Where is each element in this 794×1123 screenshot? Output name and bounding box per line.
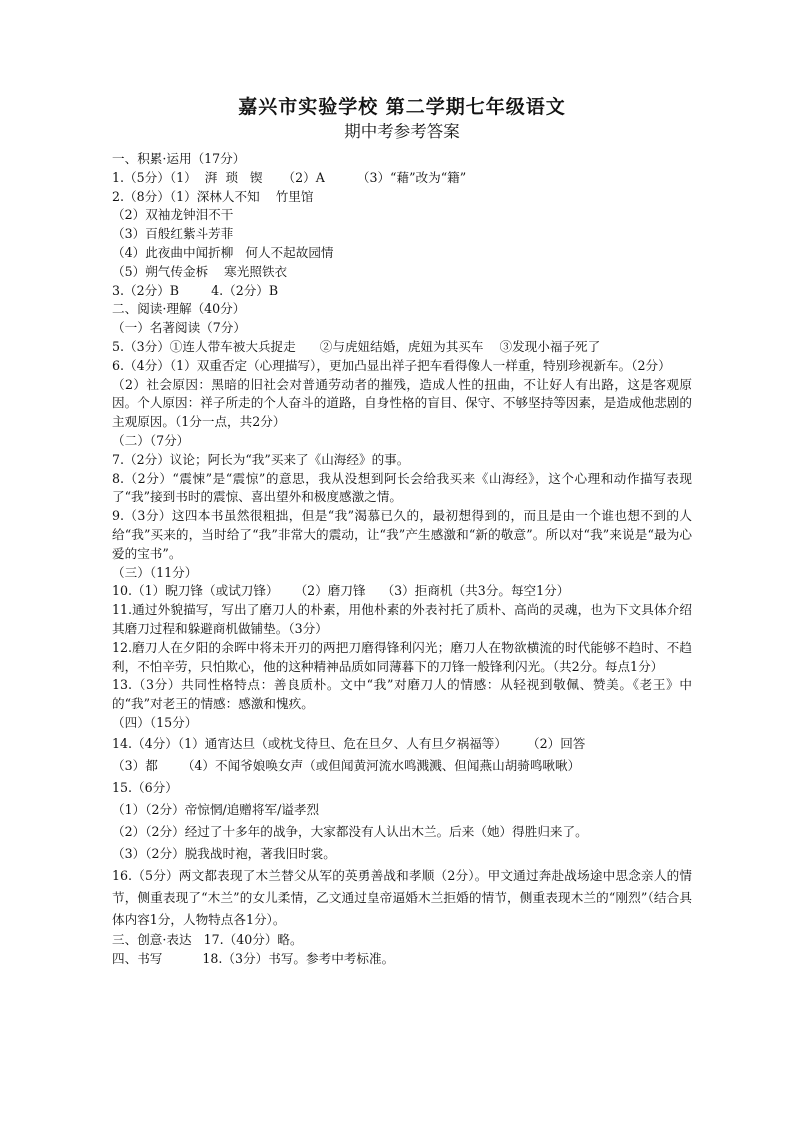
answer-paragraph: 12.磨刀人在夕阳的余晖中将未开刃的两把刀磨得锋利闪光；磨刀人在物欲横流的时代能够不趋时、不趋利，不怕辛劳，只怕欺心，他的这种精神品质如同薄暮下的刀锋一般锋利闪光。（共2分。每点1分） xyxy=(112,639,692,674)
answer-paragraph: 16.（5分）两文都表现了木兰替父从军的英勇善战和孝顺（2分）。甲文通过奔赴战场途中思念亲人的情节，侧重表现了“木兰”的女儿柔情，乙文通过皇帝逼婚木兰拒婚的情节，侧重表现木兰的“刚烈”（结合具体内容1分，人物特点各1分）。 xyxy=(112,867,692,927)
answer-line: （2）（2分）经过了十多年的战争，大家都没有人认出木兰。后来（她）得胜归来了。 xyxy=(112,823,588,839)
answer-line: 1.（5分）（1） 湃 琐 锲 （2）A （3）“藉”改为“籍” xyxy=(112,169,467,185)
page-subtitle: 期中考参考答案 xyxy=(344,122,460,141)
answer-body xyxy=(112,150,692,968)
answer-line: 15.（6分） xyxy=(112,779,178,795)
answer-paragraph: 8.（2分）“震悚”是“震惊”的意思，我从没想到阿长会给我买来《山海经》，这个心理和动作描写表现了“我”接到书时的震惊、喜出望外和极度感激之情。 xyxy=(112,470,692,505)
section-heading: 二、阅读·理解（40分） xyxy=(112,301,246,317)
answer-line: （3）都 （4）不闻爷娘唤女声（或但闻黄河流水鸣溅溅、但闻燕山胡骑鸣啾啾） xyxy=(112,757,581,773)
answer-line: （2）双袖龙钟泪不干 xyxy=(112,207,234,223)
answer-paragraph: 13.（3分）共同性格特点：善良质朴。文中“我”对磨刀人的情感：从轻视到敬佩、赞美。《老王》中的“我”对老王的情感：感激和愧疚。 xyxy=(112,677,692,712)
answer-line: （5）朔气传金柝 寒光照铁衣 xyxy=(112,263,288,279)
subsection-heading: （四）（15分） xyxy=(112,714,198,730)
section-heading: 一、积累·运用（17分） xyxy=(112,151,246,166)
subsection-heading: （三）（11分） xyxy=(112,564,198,580)
subsection-heading: （二）（7分） xyxy=(112,432,190,448)
answer-paragraph: （2）社会原因：黑暗的旧社会对普通劳动者的摧残，造成人性的扭曲，不让好人有出路，这是客观原因。个人原因：祥子所走的个人奋斗的道路，自身性格的盲目、保守、不够坚持等因素，是造成他悲剧的主观原因。（1分一点，共2分） xyxy=(112,376,692,430)
section-heading: 四、书写 18.（3分）书写。参考中考标准。 xyxy=(112,950,395,966)
page-title: 嘉兴市实验学校 第二学期七年级语文 xyxy=(238,96,566,118)
answer-line: 14.（4分）（1）通宵达旦（或枕戈待旦、危在旦夕、人有旦夕祸福等） （2）回答 xyxy=(112,735,586,751)
answer-line: （3）百般红紫斗芳菲 xyxy=(112,226,234,242)
answer-line: （3）（2分）脱我战时袍，著我旧时裳。 xyxy=(112,845,336,861)
answer-sheet xyxy=(112,94,692,968)
answer-line: 10.（1）睨刀锋（或试刀锋） （2）磨刀锋 （3）拒商机（共3分。每空1分） xyxy=(112,583,570,599)
answer-line: 2.（8分）（1）深林人不知 竹里馆 xyxy=(112,188,314,204)
answer-line: 7.（2分）议论；阿长为“我”买来了《山海经》的事。 xyxy=(112,451,410,467)
answer-paragraph: 9.（3分）这四本书虽然很粗拙，但是“我”渴慕已久的，最初想得到的，而且是由一个谁也想不到的人给“我”买来的，当时给了“我”非常大的震动，让“我”产生感激和“新的敬意”。所以对“我”来说是“最为心爱的宝书”。 xyxy=(112,508,692,561)
answer-line: 3.（2分）B 4.（2分）B xyxy=(112,282,279,298)
answer-paragraph: 6.（4分）（1）双重否定（心理描写），更加凸显出祥子把车看得像人一样重，特别珍视新车。（2分） xyxy=(112,357,671,373)
subsection-heading: （一）名著阅读（7分） xyxy=(112,320,246,336)
answer-line: （1）（2分）帝惊惘/追赠将军/谥孝烈 xyxy=(112,801,320,817)
section-heading: 三、创意·表达 17.（40分）略。 xyxy=(112,931,303,947)
answer-paragraph: 11.通过外貌描写，写出了磨刀人的朴素，用他朴素的外表衬托了质朴、高尚的灵魂，也为下文具体介绍其磨刀过程和躲避商机做铺垫。（3分） xyxy=(112,602,692,636)
answer-line: 5.（3分）①连人带车被大兵捉走 ②与虎妞结婚，虎妞为其买车 ③发现小福子死了 xyxy=(112,338,601,354)
answer-line: （4）此夜曲中闻折柳 何人不起故园情 xyxy=(112,244,334,260)
